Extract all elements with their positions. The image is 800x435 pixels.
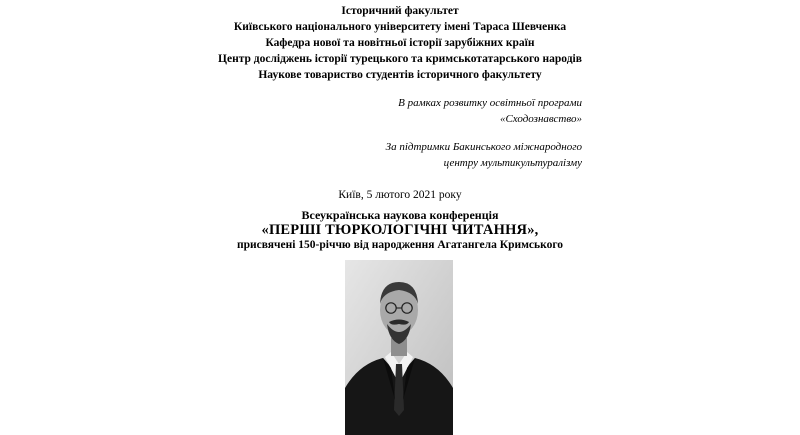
university-line: Київського національного університету імені Тараса Шевченка [233,21,567,33]
organizers-header [0,3,800,83]
student-society-line: Наукове товариство студентів історичного факультету [258,69,542,81]
program-note-line-1: В рамках розвитку освітньої програми [398,97,582,109]
conference-title: «ПЕРШІ ТЮРКОЛОГІЧНІ ЧИТАННЯ», [261,222,539,238]
faculty-line: Історичний факультет [341,5,459,17]
conference-subtitle: присвячені 150-річчю від народження Агатангела Кримського [236,239,564,251]
research-center-line: Центр досліджень історії турецького та кримськотатарського народів [218,53,582,65]
portrait-photo-icon [345,260,453,435]
conference-kind: Всеукраїнська наукова конференція [301,208,499,222]
program-note [398,95,582,127]
event-date: Київ, 5 лютого 2021 року [338,189,462,201]
conference-block [0,208,800,253]
support-note [386,139,582,171]
support-note-line-1: За підтримки Бакинського міжнародного [385,141,582,153]
department-line: Кафедра нової та новітньої історії зарубіжних країн [265,37,535,49]
program-note-line-2: «Сходознавство» [499,113,582,125]
support-note-line-2: центру мультикультуралізму [443,157,582,169]
portrait-photo [345,260,453,435]
